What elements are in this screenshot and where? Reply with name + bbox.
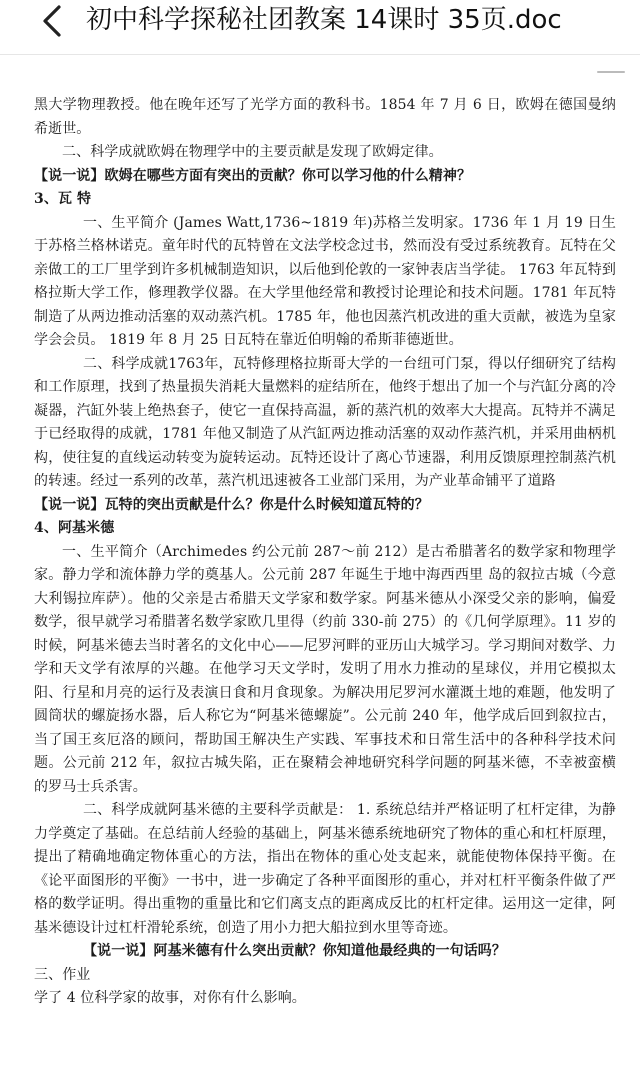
paragraph: 一、生平简介 (James Watt,1736~1819 年)苏格兰发明家。1736 年 1 月 19 日生于苏格兰格林诺克。童年时代的瓦特曾在文法学校念过书，然而没有受过系统教育。瓦特在父亲做工的工厂里学到许多机械制造知识，以后他到伦敦的一家钟表店当学徒。 1763 年瓦特到格拉斯大学工作，修理教学仪器。在大学里他经常和教授讨论理论和技术问题。1781 年瓦特制造了从两边推动活塞的双动蒸汽机。1785 年，他也因蒸汽机改进的重大贡献，被选为皇家学会会员。 1819 年 8 月 25 日瓦特在靠近伯明翰的希斯菲德逝世。 [34,214,616,348]
discussion-prompt: 【说一说】欧姆在哪些方面有突出的贡献？你可以学习他的什么精神？ [34,167,472,184]
discussion-prompt: 【说一说】瓦特的突出贡献是什么？你是什么时候知道瓦特的？ [34,496,429,513]
menu-button[interactable] [596,62,626,72]
menu-icon [596,67,626,77]
section-heading: 4、阿基米德 [34,520,115,536]
section-heading: 3、瓦 特 [34,191,92,207]
back-button[interactable] [34,3,70,39]
document-body [34,94,616,1011]
section-heading: 三、作业 [34,966,91,983]
paragraph: 黑大学物理教授。他在晚年还写了光学方面的教科书。1854 年 7 月 6 日，欧姆在德国曼纳希逝世。 [34,97,616,137]
paragraph: 学了 4 位科学家的故事，对你有什么影响。 [34,990,306,1006]
paragraph: 二、科学成就阿基米德的主要科学贡献是： 1. 系统总结并严格证明了杠杆定律，为静力学奠定了基础。在总结前人经验的基础上，阿基米德系统地研究了物体的重心和杠杆原理，提出了精确地确定物体重心的方法，指出在物体的重心处支起来，就能使物体保持平衡。在《论平面图形的平衡》一书中，进一步确定了各种平面图形的重心，并对杠杆平衡条件做了严格的数学证明。得出重物的重量比和它们离支点的距离成反比的杠杆定律。运用这一定律，阿基米德设计过杠杆滑轮系统，创造了用小力把大船拉到水里等奇迹。 [34,802,616,936]
top-bar [0,0,640,42]
paragraph: 一、生平简介（Archimedes 约公元前 287～前 212）是古希腊著名的数学家和物理学家。静力学和流体静力学的奠基人。公元前 287 年诞生于地中海西西里 岛的叙拉古城（今意大利锡拉库萨）。他的父亲是古希腊天文学家和数学家。阿基米德从小深受父亲的影响，偏爱数学，很早就学习希腊著名数学家欧几里得（约前 330-前 275）的《几何学原理》。11 岁的时候，阿基米德去当时著名的文化中心——尼罗河畔的亚历山大城学习。学习期间对数学、力学和天文学有浓厚的兴趣。在他学习天文学时，发明了用水力推动的星球仪，并用它模拟太阳、行星和月亮的运行及表演日食和月食现象。为解决用尼罗河水灌溉土地的难题，他发明了圆筒状的螺旋扬水器，后人称它为“阿基米德螺旋”。公元前 240 年，他学成后回到叙拉古，当了国王亥厄洛的顾问，帮助国王解决生产实践、军事技术和日常生活中的各种科学技术问题。公元前 212 年，叙拉古城失陷，正在聚精会神地研究科学问题的阿基米德，不幸被蛮横的罗马士兵杀害。 [34,543,616,795]
document-title: 初中科学探秘社团教案 14课时 35页.doc [86,5,562,35]
discussion-prompt: 【说一说】阿基米德有什么突出贡献？你知道他最经典的一句话吗？ [83,943,506,959]
header-divider [0,54,640,55]
paragraph: 二、科学成就1763年，瓦特修理格拉斯哥大学的一台纽可门泵，得以仔细研究了结构和工作原理，找到了热量损失消耗大量燃料的症结所在，他终于想出了加一个与汽缸分离的冷凝器，汽缸外装上绝热套子，使它一直保持高温，新的蒸汽机的效率大大提高。瓦特并不满足于已经取得的成就，1781 年他又制造了从汽缸两边推动活塞的双动作蒸汽机，并采用曲柄机构，使往复的直线运动转变为旋转运动。瓦特还设计了离心节速器，利用反馈原理控制蒸汽机的转速。经过一系列的改革，蒸汽机迅速被各工业部门采用，为产业革命铺平了道路 [34,355,616,489]
chevron-left-icon [41,4,63,38]
paragraph: 二、科学成就欧姆在物理学中的主要贡献是发现了欧姆定律。 [62,144,443,160]
